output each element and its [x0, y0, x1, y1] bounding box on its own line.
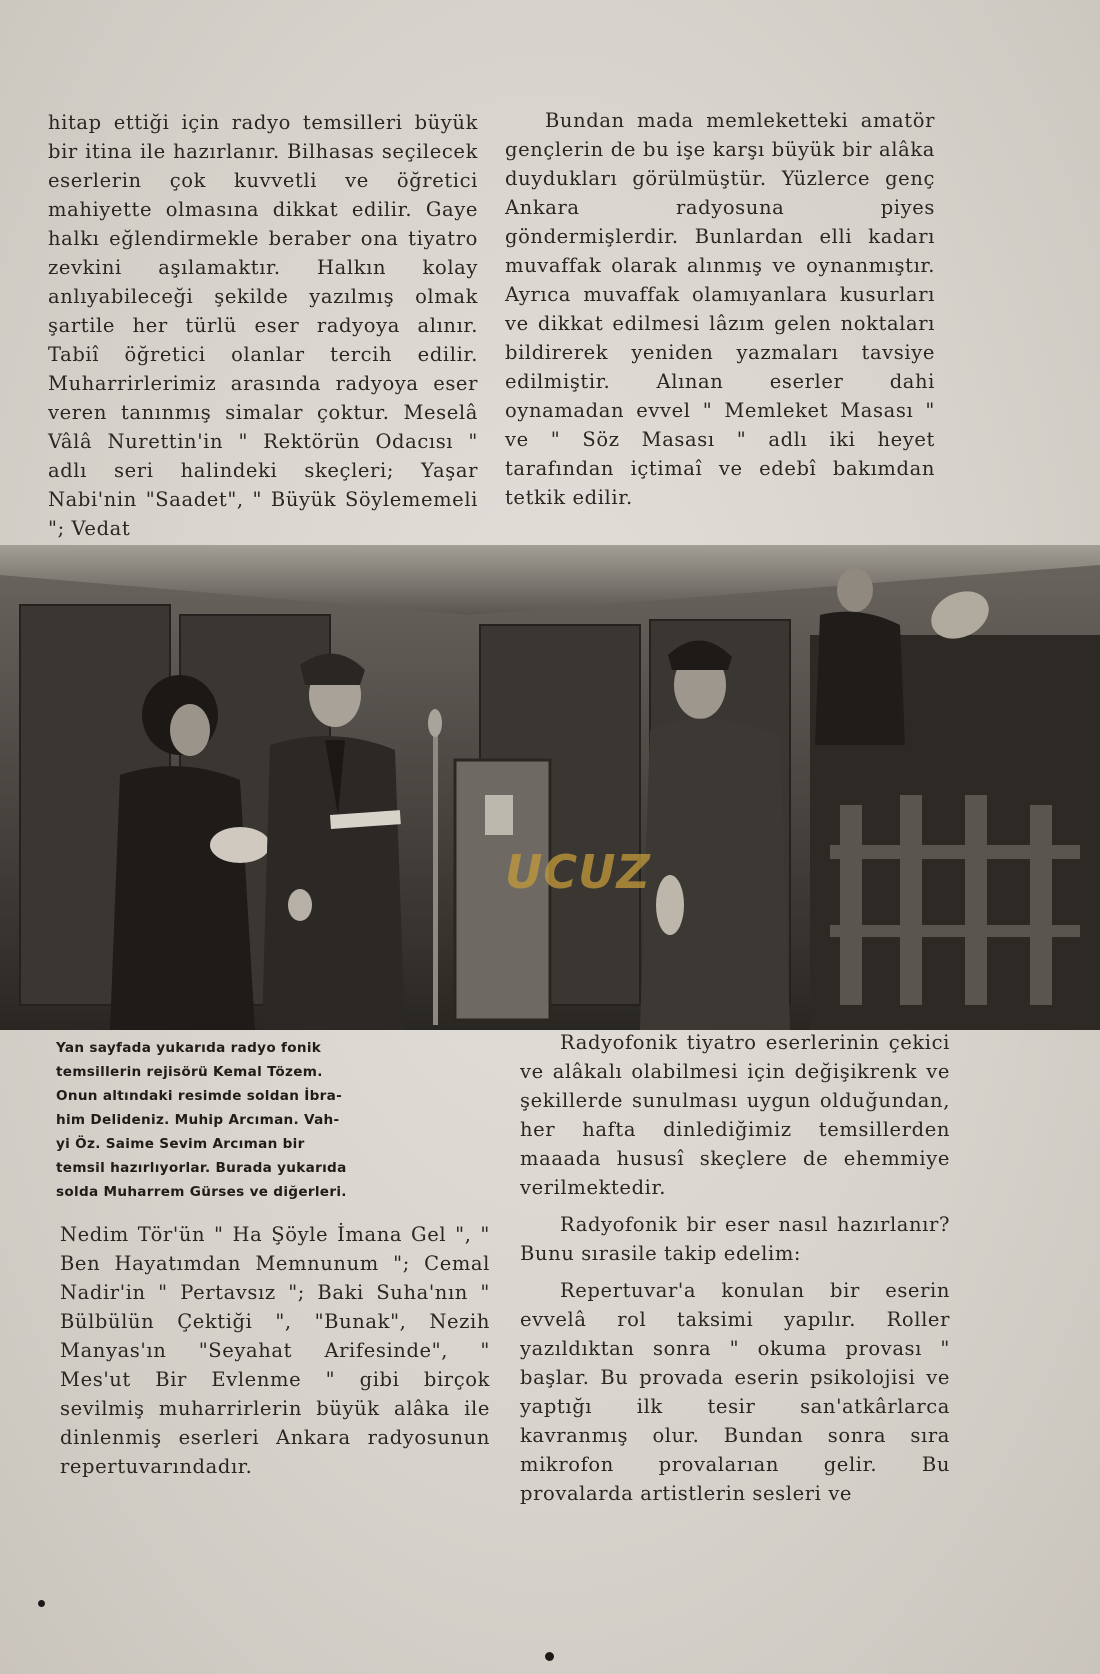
caption-line: yi Öz. Saime Sevim Arcıman bir — [56, 1136, 305, 1152]
caption-line: Onun altındaki resimde soldan İbra- — [56, 1088, 343, 1104]
rehearsal-photo — [0, 545, 1100, 1030]
watermark-logo: UCUZ — [505, 845, 651, 899]
paragraph: Radyofonik tiyatro eserlerinin çekici ve alâkalı olabilmesi için değişikrenk ve şekillerde sunulması uygun olduğundan, her hafta dinlediğimiz temsillerden maaada hususî skeçlere de ehemmiye verilmektedir. — [520, 1031, 950, 1199]
article-column-bottom-left — [60, 1220, 490, 1481]
photo-drawing — [0, 545, 1100, 1030]
photo-caption — [56, 1036, 401, 1204]
paragraph: Nedim Tör'ün " Ha Şöyle İmana Gel ", " Ben Hayatımdan Memnunum "; Cemal Nadir'in " Pertavsız "; Baki Suha'nın " Bülbülün Çektiği ", "Bunak", Nezih Manyas'ın "Seyahat Arifesinde", " Mes'ut Bir Evlenme " gibi birçok sevilmiş muharrirlerin büyük alâka ile dinlenmiş eserleri Ankara radyosunun repertuvarındadır. — [60, 1223, 490, 1478]
ink-speck — [545, 1652, 554, 1661]
article-column-top-left — [48, 108, 478, 543]
ink-speck — [38, 1600, 45, 1607]
article-column-bottom-right — [520, 1028, 950, 1508]
paragraph: hitap ettiği için radyo temsilleri büyük bir itina ile hazırlanır. Bilhasas seçilecek eserlerin çok kuvvetli ve öğretici mahiyette olmasına dikkat edilir. Gaye halkı eğlendirmekle beraber ona tiyatro zevkini aşılamaktır. Halkın kolay anlıyabileceği şekilde yazılmış olmak şartile her türlü eser radyoya alınır. Tabiî öğretici olanlar tercih edilir. Muharrirlerimiz arasında radyoya eser veren tanınmış simalar çoktur. Meselâ Vâlâ Nurettin'in " Rektörün Odacısı " adlı seri halindeki skeçleri; Yaşar Nabi'nin "Saadet", " Büyük Söylememeli "; Vedat — [48, 111, 478, 540]
article-column-top-right — [505, 106, 935, 512]
paragraph: Bundan mada memleketteki amatör gençlerin de bu işe karşı büyük bir alâka duydukları görülmüştür. Yüzlerce genç Ankara radyosuna piyes göndermişlerdir. Bunlardan elli kadarı muvaffak olarak alınmış ve oynanmıştır. Ayrıca muvaffak olamıyanlara kusurları ve dikkat edilmesi lâzım gelen noktaları bildirerek yeniden yazmaları tavsiye edilmiştir. Alınan eserler dahi oynamadan evvel " Memleket Masası " ve " Söz Masası " adlı iki heyet tarafından içtimaî ve edebî bakımdan tetkik edilir. — [505, 109, 935, 509]
caption-line: Yan sayfada yukarıda radyo fonik — [56, 1040, 322, 1056]
caption-line: temsil hazırlıyorlar. Burada yukarıda — [56, 1160, 347, 1176]
caption-line: him Delideniz. Muhip Arcıman. Vah- — [56, 1112, 340, 1128]
caption-line: temsillerin rejisörü Kemal Tözem. — [56, 1064, 323, 1080]
paragraph: Radyofonik bir eser nasıl hazırlanır? Bunu sırasile takip edelim: — [520, 1213, 950, 1265]
caption-line: solda Muharrem Gürses ve diğerleri. — [56, 1184, 347, 1200]
paragraph: Repertuvar'a konulan bir eserin evvelâ rol taksimi yapılır. Roller yazıldıktan sonra " okuma provası " başlar. Bu provada eserin psikolojisi ve yaptığı ilk tesir san'atkârlarca kavranmış olur. Bundan sonra sıra mikrofon provalarıan gelir. Bu provalarda artistlerin sesleri ve — [520, 1279, 950, 1505]
